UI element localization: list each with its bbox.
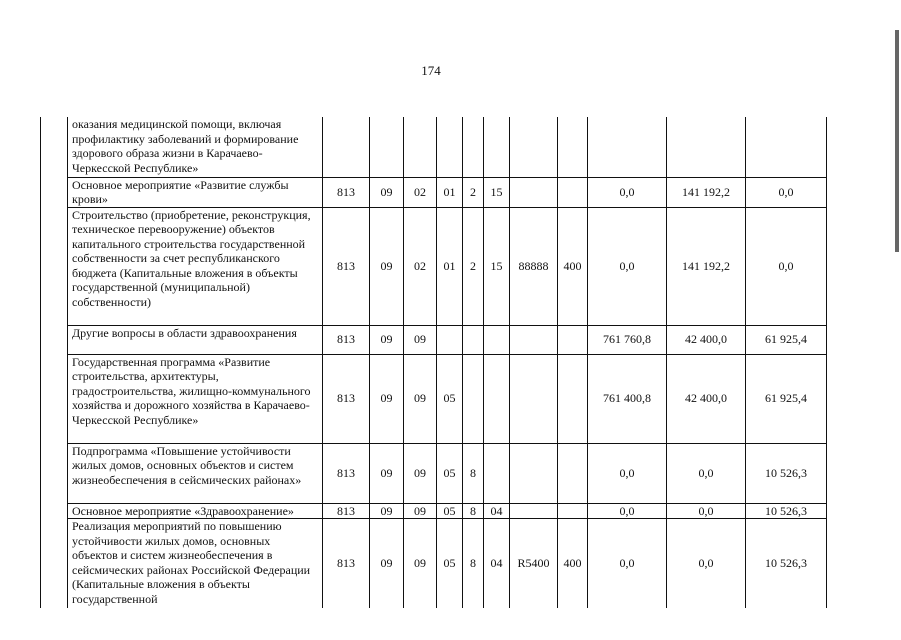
section-code: 09	[370, 177, 404, 207]
subsection-code: 09	[404, 325, 437, 354]
amount-3: 0,0	[746, 207, 827, 325]
expense-type-code: 400	[558, 519, 588, 608]
program-code: 01	[437, 177, 463, 207]
expense-type-code	[558, 443, 588, 503]
subprogram-code	[463, 325, 484, 354]
subsection-code: 09	[404, 519, 437, 608]
row-number-cell	[41, 503, 68, 519]
program-code: 05	[437, 443, 463, 503]
measure-code: 04	[484, 503, 510, 519]
amount-3: 61 925,4	[746, 325, 827, 354]
program-code	[437, 325, 463, 354]
expense-type-code	[558, 117, 588, 177]
amount-1: 761 400,8	[588, 354, 667, 443]
table-row	[41, 117, 827, 177]
amount-2: 0,0	[667, 519, 746, 608]
table-row	[41, 503, 827, 519]
row-number-cell	[41, 207, 68, 325]
amount-2: 42 400,0	[667, 325, 746, 354]
expense-type-code	[558, 354, 588, 443]
row-number-cell	[41, 354, 68, 443]
subprogram-code: 2	[463, 207, 484, 325]
program-code	[437, 117, 463, 177]
program-code: 05	[437, 503, 463, 519]
measure-code: 15	[484, 207, 510, 325]
amount-1: 761 760,8	[588, 325, 667, 354]
table-row	[41, 354, 827, 443]
row-number-cell	[41, 443, 68, 503]
row-number-cell	[41, 325, 68, 354]
direction-code	[510, 177, 558, 207]
amount-2	[667, 117, 746, 177]
row-name: Основное мероприятие «Развитие службы крови»	[68, 177, 323, 207]
row-number-cell	[41, 117, 68, 177]
table-row	[41, 177, 827, 207]
subsection-code: 02	[404, 207, 437, 325]
measure-code: 15	[484, 177, 510, 207]
amount-3: 0,0	[746, 177, 827, 207]
row-name: Строительство (приобретение, реконструкция, техническое перевооружение) объектов капитального строительства государственной собственности за счет республиканского бюджета (Капитальные вложения в объекты государственной (муниципальной) собственности)	[68, 207, 323, 325]
amount-1: 0,0	[588, 519, 667, 608]
ved-code: 813	[323, 325, 370, 354]
expense-type-code	[558, 177, 588, 207]
row-name: Государственная программа «Развитие строительства, архитектуры, градостроительства, жилищно-коммунального хозяйства и дорожного хозяйства в Карачаево-Черкесской Республике»	[68, 354, 323, 443]
table-row	[41, 519, 827, 608]
amount-1: 0,0	[588, 207, 667, 325]
expense-type-code: 400	[558, 207, 588, 325]
measure-code	[484, 443, 510, 503]
section-code: 09	[370, 207, 404, 325]
section-code: 09	[370, 443, 404, 503]
row-name: Подпрограмма «Повышение устойчивости жилых домов, основных объектов и систем жизнеобеспечения в сейсмических районах»	[68, 443, 323, 503]
subsection-code: 09	[404, 354, 437, 443]
amount-1	[588, 117, 667, 177]
budget-table	[40, 117, 827, 608]
ved-code: 813	[323, 354, 370, 443]
ved-code: 813	[323, 503, 370, 519]
amount-3	[746, 117, 827, 177]
amount-1: 0,0	[588, 443, 667, 503]
ved-code: 813	[323, 177, 370, 207]
row-name: Реализация мероприятий по повышению устойчивости жилых домов, основных объектов и систем жизнеобеспечения в сейсмических районах Российской Федерации (Капитальные вложения в объекты государственной	[68, 519, 323, 608]
measure-code: 04	[484, 519, 510, 608]
amount-2: 0,0	[667, 503, 746, 519]
expense-type-code	[558, 325, 588, 354]
section-code: 09	[370, 354, 404, 443]
subsection-code: 09	[404, 443, 437, 503]
subsection-code: 02	[404, 177, 437, 207]
subsection-code: 09	[404, 503, 437, 519]
amount-2: 141 192,2	[667, 207, 746, 325]
row-number-cell	[41, 177, 68, 207]
direction-code: R5400	[510, 519, 558, 608]
amount-2: 42 400,0	[667, 354, 746, 443]
direction-code	[510, 354, 558, 443]
program-code: 01	[437, 207, 463, 325]
measure-code	[484, 354, 510, 443]
program-code: 05	[437, 519, 463, 608]
row-name: оказания медицинской помощи, включая профилактику заболеваний и формирование здорового образа жизни в Карачаево-Черкесской Республике»	[68, 117, 323, 177]
ved-code: 813	[323, 443, 370, 503]
direction-code	[510, 503, 558, 519]
direction-code: 88888	[510, 207, 558, 325]
section-code	[370, 117, 404, 177]
amount-1: 0,0	[588, 503, 667, 519]
table-row	[41, 443, 827, 503]
subprogram-code: 8	[463, 443, 484, 503]
section-code: 09	[370, 325, 404, 354]
subprogram-code: 8	[463, 503, 484, 519]
amount-3: 10 526,3	[746, 519, 827, 608]
section-code: 09	[370, 519, 404, 608]
section-code: 09	[370, 503, 404, 519]
ved-code: 813	[323, 519, 370, 608]
row-name: Основное мероприятие «Здравоохранение»	[68, 503, 323, 519]
program-code: 05	[437, 354, 463, 443]
amount-1: 0,0	[588, 177, 667, 207]
page-number: 174	[421, 63, 441, 78]
direction-code	[510, 443, 558, 503]
ved-code	[323, 117, 370, 177]
amount-3: 10 526,3	[746, 503, 827, 519]
subprogram-code	[463, 354, 484, 443]
expense-type-code	[558, 503, 588, 519]
measure-code	[484, 117, 510, 177]
subsection-code	[404, 117, 437, 177]
row-name: Другие вопросы в области здравоохранения	[68, 325, 323, 354]
scan-edge-shadow	[895, 30, 899, 252]
amount-2: 0,0	[667, 443, 746, 503]
direction-code	[510, 325, 558, 354]
table-row	[41, 207, 827, 325]
amount-3: 61 925,4	[746, 354, 827, 443]
subprogram-code	[463, 117, 484, 177]
subprogram-code: 2	[463, 177, 484, 207]
ved-code: 813	[323, 207, 370, 325]
table-row	[41, 325, 827, 354]
amount-3: 10 526,3	[746, 443, 827, 503]
direction-code	[510, 117, 558, 177]
measure-code	[484, 325, 510, 354]
amount-2: 141 192,2	[667, 177, 746, 207]
row-number-cell	[41, 519, 68, 608]
subprogram-code: 8	[463, 519, 484, 608]
